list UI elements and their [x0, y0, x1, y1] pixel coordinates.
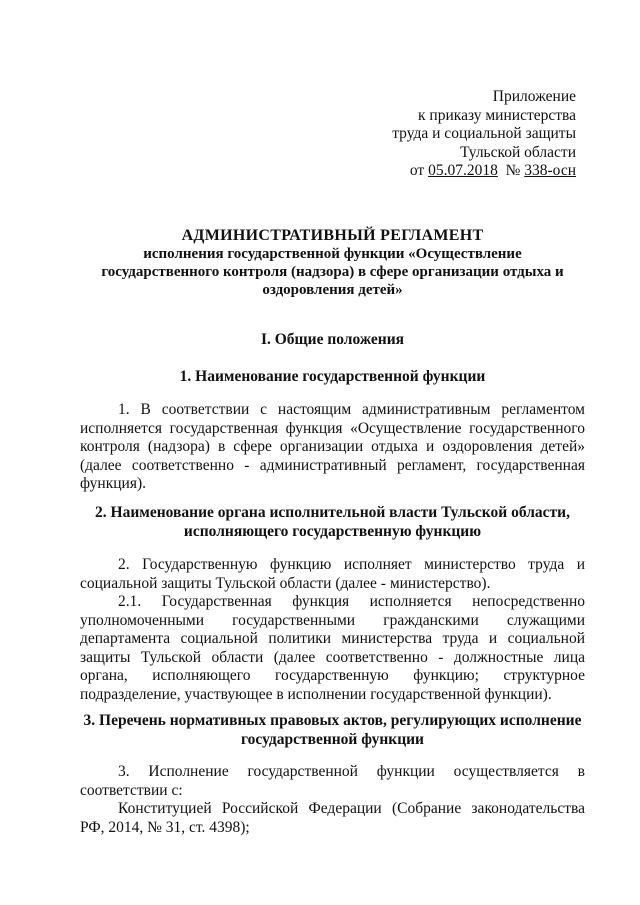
order-number: 338-осн	[524, 162, 576, 179]
date-prefix: от	[409, 162, 429, 179]
document-title	[80, 226, 585, 299]
appendix-line-3: труда и социальной защиты	[392, 125, 576, 142]
paragraph-3-a: Конституцией Российской Федерации (Собрание законодательства РФ, 2014, № 31, ст. 4398);	[80, 800, 585, 836]
subsection-heading-3	[80, 711, 585, 749]
appendix-block	[392, 88, 576, 181]
subsection-heading-2-line-2: исполняющего государственную функцию	[183, 523, 482, 540]
paragraph-2-1: 2.1. Государственная функция исполняется непосредственно уполномоченными государственными гражданскими служащими департамента социальной политики министерства труда и социальной защиты Тульской области (далее соответственно - должностные лица органа, исполняющего государственную функцию; структурное подразделение, участвующее в исполнении государственной функции).	[80, 593, 585, 703]
subsection-heading-2-line-1: 2. Наименование органа исполнительной власти Тульской области,	[95, 504, 570, 521]
subsection-heading-1: 1. Наименование государственной функции	[179, 368, 486, 385]
title-sub-3: оздоровления детей»	[262, 282, 403, 298]
paragraph-2: 2. Государственную функцию исполняет министерство труда и социальной защиты Тульской области (далее - министерство).	[80, 556, 585, 592]
paragraph-3: 3. Исполнение государственной функции осуществляется в соответствии с:	[80, 763, 585, 799]
subsection-heading-3-line-2: государственной функции	[241, 731, 424, 748]
title-sub-2: государственного контроля (надзора) в сфере организации отдыха и	[101, 264, 564, 280]
section-heading-general: I. Общие положения	[260, 331, 405, 348]
subsection-heading-2	[80, 503, 585, 541]
title-main: АДМИНИСТРАТИВНЫЙ РЕГЛАМЕНТ	[181, 227, 484, 244]
number-prefix: №	[497, 162, 525, 179]
subsection-heading-3-line-1: 3. Перечень нормативных правовых актов, регулирующих исполнение	[83, 712, 582, 729]
paragraph-1: 1. В соответствии с настоящим административным регламентом исполняется государственная функция «Осуществление государственного контроля (надзора) в сфере организации отдыха и оздоровления детей» (далее соответственно - административный регламент, государственная функция).	[80, 401, 585, 492]
order-date: 05.07.2018	[428, 162, 498, 179]
appendix-line-2: к приказу министерства	[418, 106, 576, 124]
appendix-line-1: Приложение	[492, 88, 576, 105]
title-sub-1: исполнения государственной функции «Осуществление	[143, 246, 522, 262]
appendix-date-line	[392, 162, 576, 181]
appendix-line-4: Тульской области	[460, 143, 576, 161]
